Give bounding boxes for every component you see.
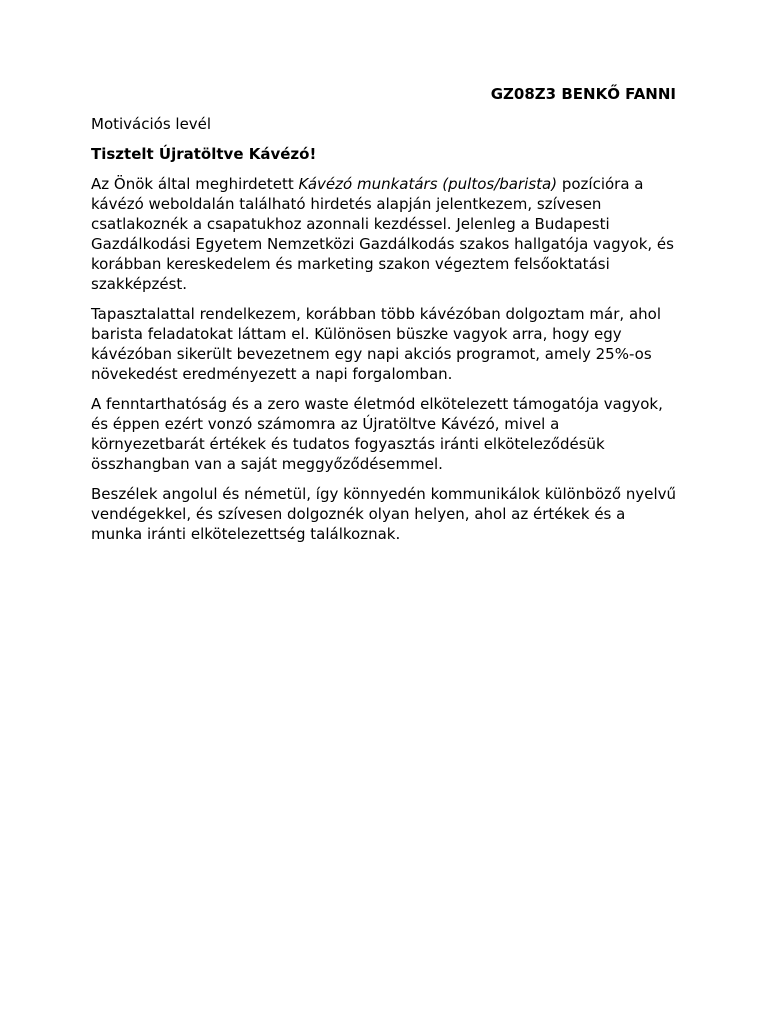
paragraph-sustainability: A fenntarthatóság és a zero waste életmód elkötelezett támogatója vagyok, és éppen ezért vonzó számomra az Újratöltve Kávézó, mivel a környezetbarát értékek és tudatos fogyasztás iránti elköteleződésük összhangban van a saját meggyőződésemmel. — [91, 395, 663, 473]
salutation: Tisztelt Újratöltve Kávézó! — [91, 145, 317, 163]
paragraph-application-body: pozícióra a kávézó weboldalán található hirdetés alapján jelentkezem, szívesen csatlakoznék a csapatukhoz azonnali kezdéssel. Jelenleg a Budapesti Gazdálkodási Egyetem Nemzetközi Gazdálkodás szakos hallgatója vagyok, és korábban kereskedelem és marketing szakon végeztem felsőoktatási szakképzést. — [91, 175, 674, 293]
position-title: Kávézó munkatárs (pultos/barista) — [298, 175, 558, 193]
author-id: GZ08Z3 BENKŐ FANNI — [490, 85, 676, 103]
paragraph-languages: Beszélek angolul és németül, így könnyedén kommunikálok különböző nyelvű vendégekkel, és szívesen dolgoznék olyan helyen, ahol az értékek és a munka iránti elkötelezettség találkoznak. — [91, 485, 676, 543]
paragraph-application — [91, 174, 676, 294]
paragraph-experience: Tapasztalattal rendelkezem, korábban több kávézóban dolgoztam már, ahol barista feladatokat láttam el. Különösen büszke vagyok arra, hogy egy kávézóban sikerült bevezetnem egy napi akciós programot, amely 25%-os növekedést eredményezett a napi forgalomban. — [91, 305, 661, 383]
document-type-label: Motivációs levél — [91, 115, 212, 133]
paragraph-application-intro: Az Önök által meghirdetett — [91, 175, 299, 193]
